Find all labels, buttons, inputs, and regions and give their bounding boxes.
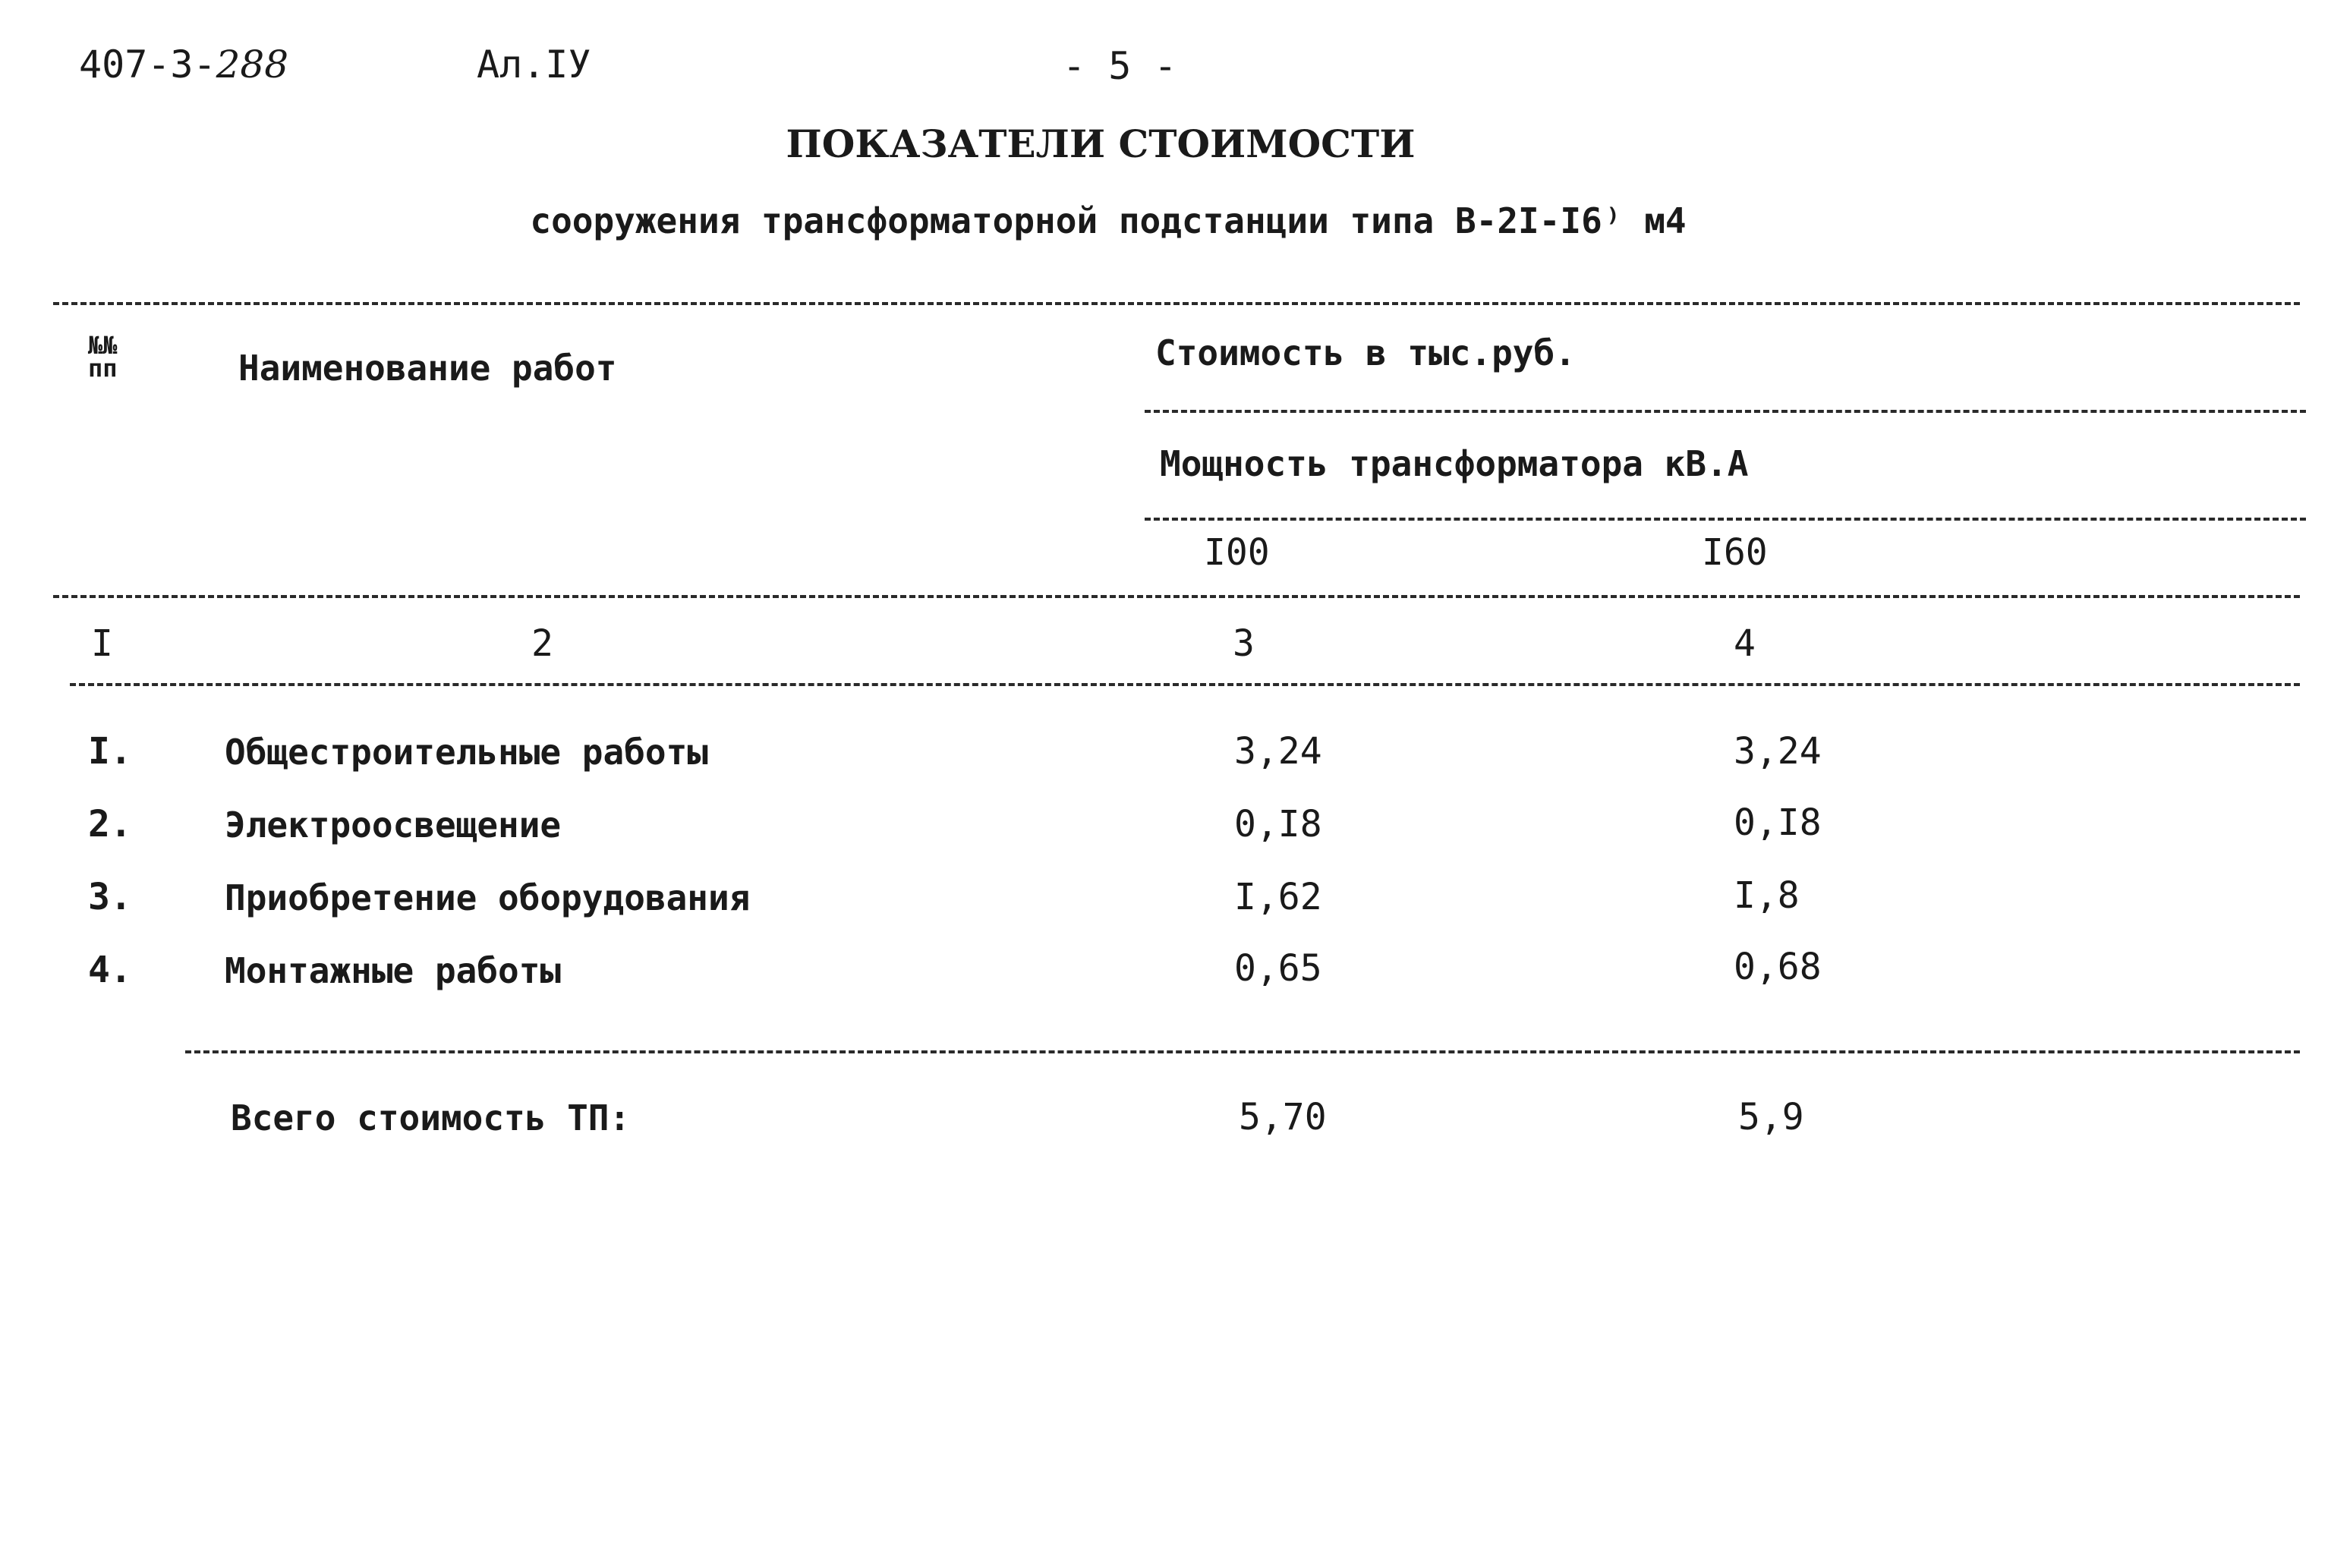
- table-row-value-100: 0,65: [1234, 947, 1322, 990]
- document-code-handwritten: 288: [216, 43, 289, 87]
- column-number-3: 3: [1233, 622, 1255, 665]
- column-header-number-line1: №№: [88, 331, 118, 360]
- column-header-name: Наименование работ: [238, 348, 617, 389]
- column-numbers-rule: [70, 683, 2300, 686]
- table-row-number: I.: [88, 730, 132, 773]
- column-header-100: I00: [1204, 531, 1270, 574]
- column-number-4: 4: [1734, 622, 1756, 665]
- column-header-number: [88, 331, 118, 383]
- column-header-power: Мощность трансформатора кВ.А: [1160, 443, 1749, 484]
- page-subtitle: сооружения трансформаторной подстанции типа В-2I-I6⁾ м4: [530, 200, 1687, 241]
- document-code-prefix: 407-3-: [79, 43, 216, 87]
- table-top-rule: [53, 302, 2300, 305]
- column-number-1: I: [91, 622, 113, 665]
- table-row-value-160: I,8: [1734, 874, 1800, 917]
- table-row-value-100: 0,I8: [1234, 803, 1322, 845]
- table-row-number: 3.: [88, 876, 132, 918]
- table-row-value-100: I,62: [1234, 876, 1322, 918]
- table-row-value-160: 0,I8: [1734, 801, 1822, 844]
- table-row-number: 4.: [88, 949, 132, 991]
- table-row-name: Общестроительные работы: [225, 732, 708, 773]
- page-number: - 5 -: [1063, 44, 1177, 88]
- header-bottom-rule: [53, 595, 2300, 598]
- column-number-2: 2: [531, 622, 553, 665]
- total-rule: [185, 1050, 2300, 1053]
- document-code: [79, 43, 288, 87]
- page-title: ПОКАЗАТЕЛИ СТОИМОСТИ: [786, 121, 1416, 166]
- table-row-number: 2.: [88, 803, 132, 845]
- column-header-160: I60: [1702, 531, 1768, 574]
- power-header-rule: [1145, 518, 2306, 521]
- table-row-value-160: 0,68: [1734, 946, 1822, 988]
- table-row-name: Приобретение оборудования: [225, 877, 751, 918]
- total-value-100: 5,70: [1239, 1096, 1327, 1138]
- table-row-name: Электроосвещение: [225, 804, 562, 845]
- column-header-number-line2: пп: [88, 354, 118, 383]
- total-label: Всего стоимость ТП:: [231, 1097, 631, 1138]
- cost-header-rule: [1145, 410, 2306, 413]
- sheet-label: Ал.IУ: [477, 43, 591, 87]
- table-row-value-100: 3,24: [1234, 730, 1322, 773]
- table-row-value-160: 3,24: [1734, 730, 1822, 773]
- table-row-name: Монтажные работы: [225, 950, 562, 991]
- column-header-cost: Стоимость в тыс.руб.: [1155, 332, 1576, 373]
- total-value-160: 5,9: [1738, 1096, 1804, 1138]
